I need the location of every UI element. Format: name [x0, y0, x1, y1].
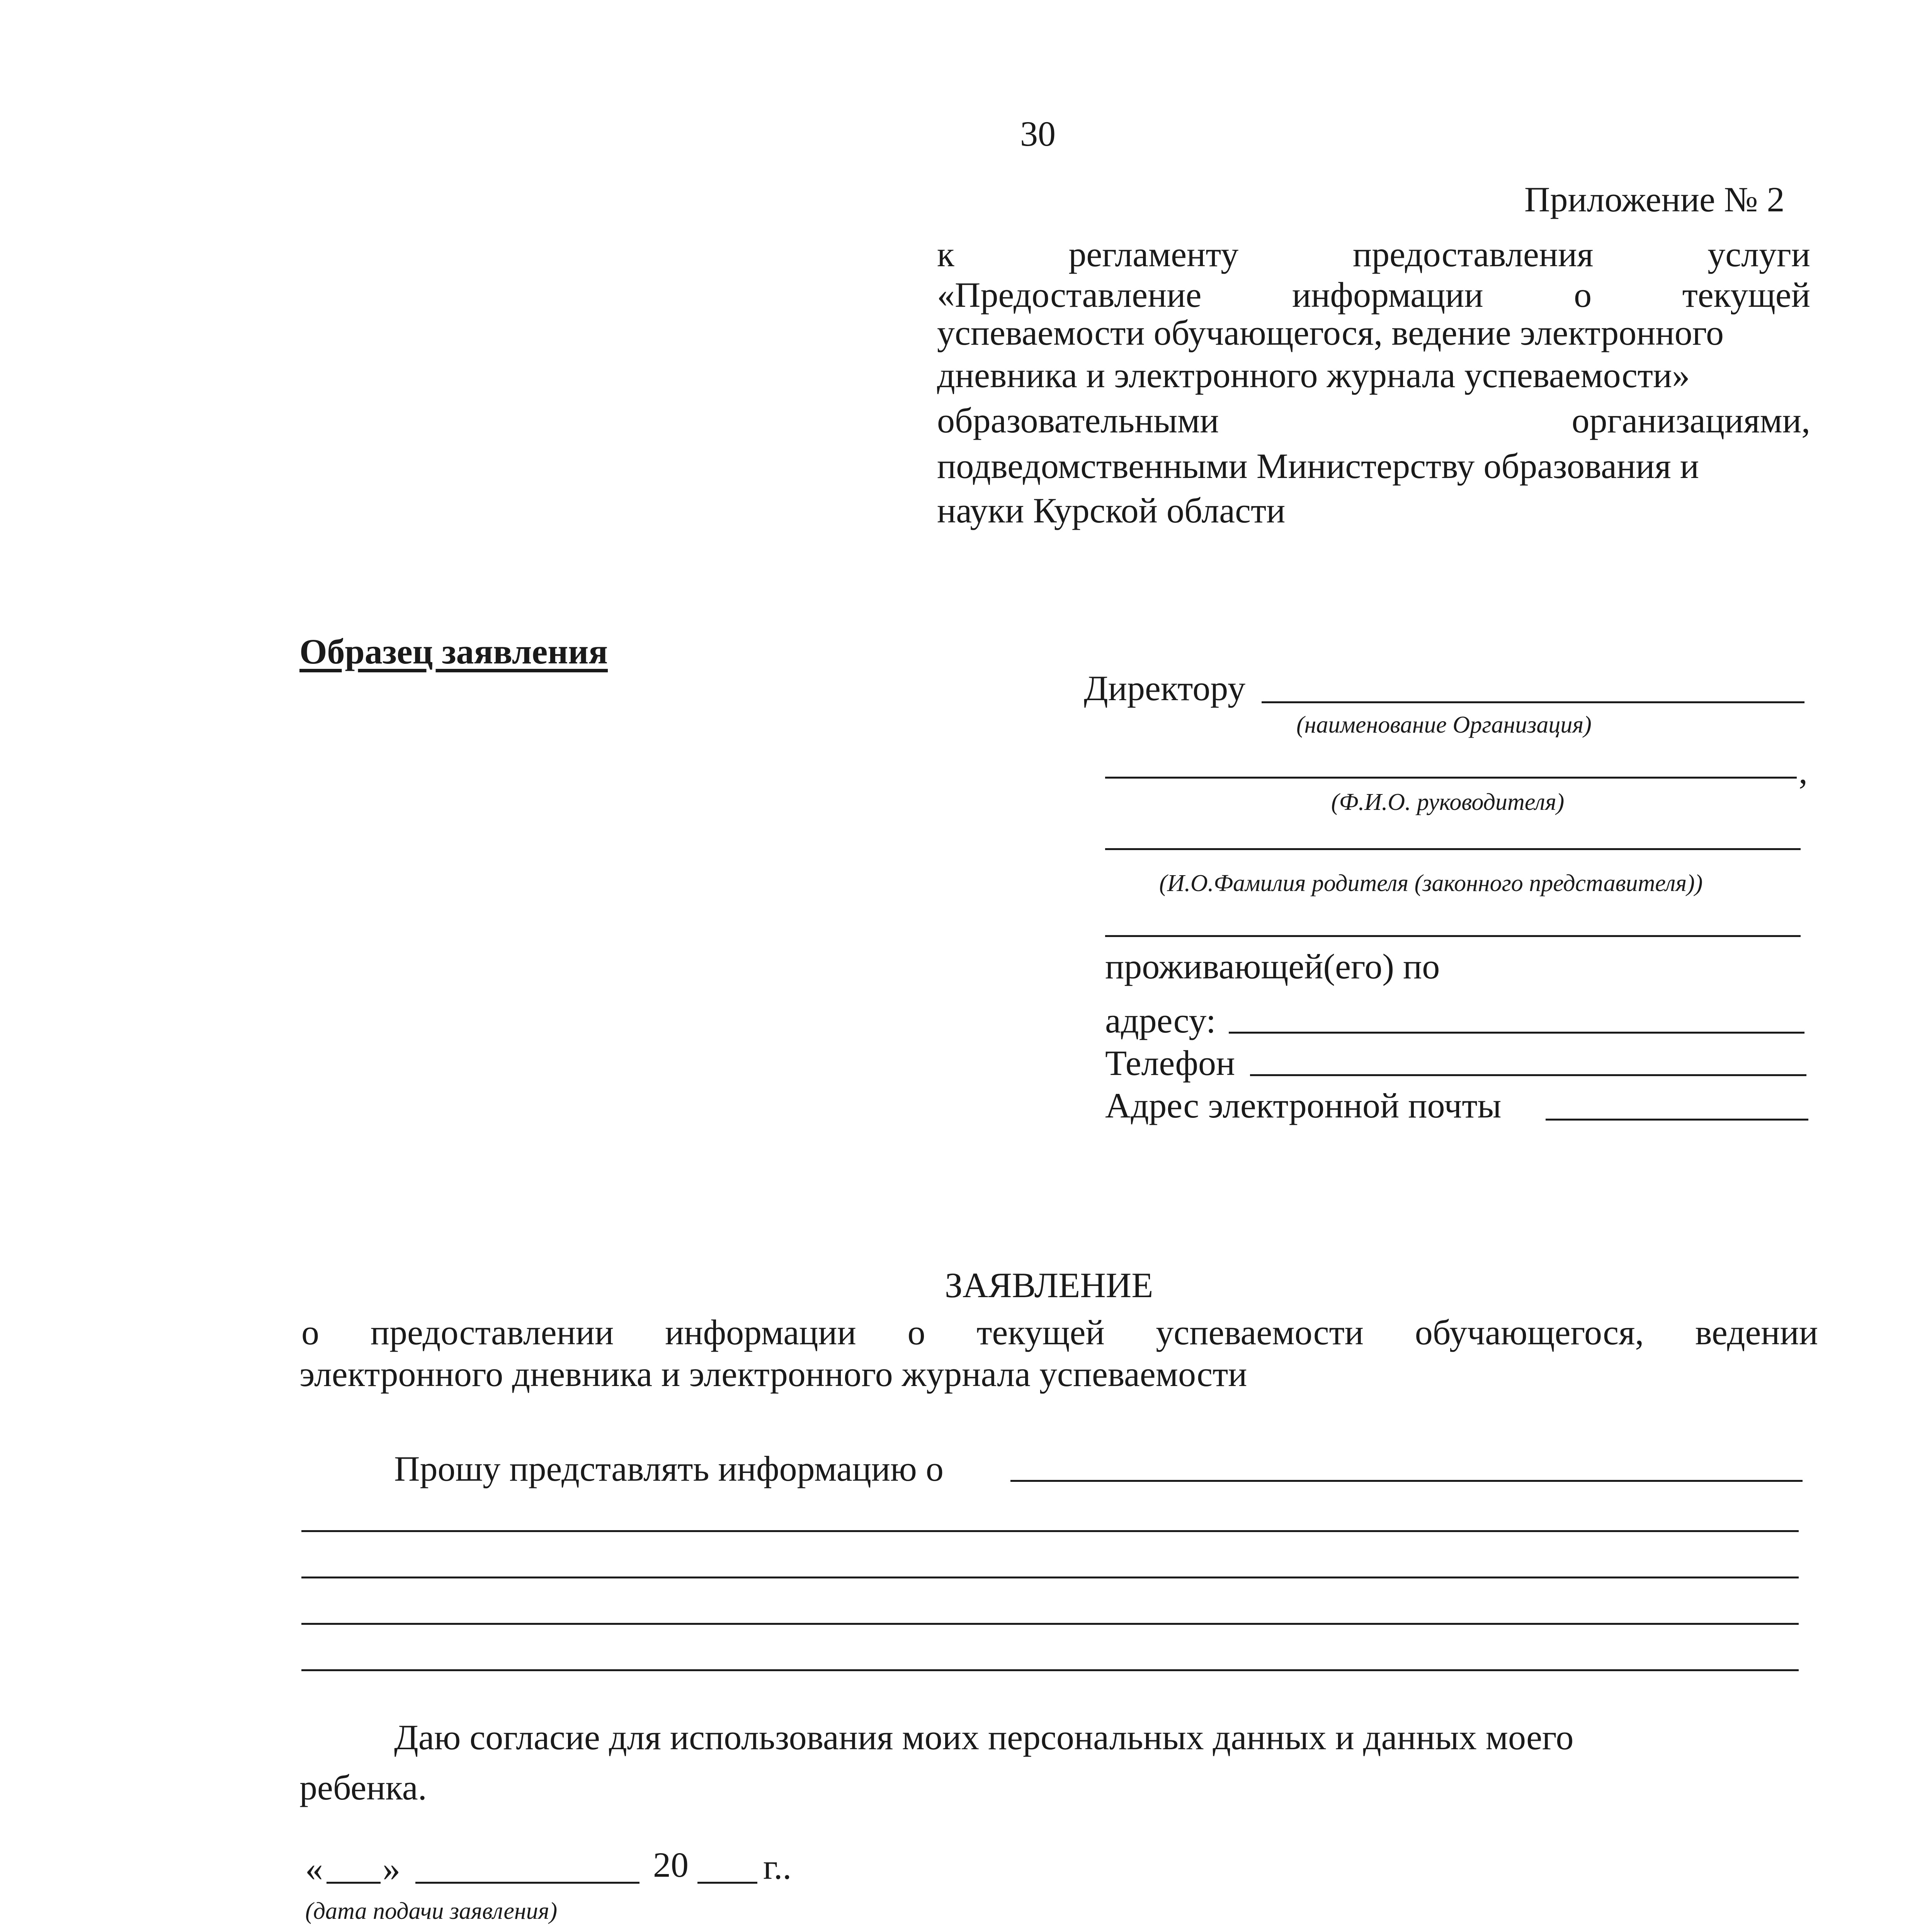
appendix-line-5: образовательными организациями,	[937, 401, 1810, 440]
appendix-line-2: «Предоставление информации о текущей	[937, 275, 1810, 315]
appendix-line-3: успеваемости обучающегося, ведение электронного	[937, 313, 1724, 352]
page-number: 30	[1020, 114, 1056, 153]
appendix-line-1: к регламенту предоставления услуги	[937, 235, 1810, 274]
phone-label: Телефон	[1105, 1043, 1235, 1083]
date-year-field[interactable]	[697, 1882, 757, 1884]
comma: ,	[1799, 752, 1808, 791]
phone-field[interactable]	[1250, 1074, 1806, 1076]
consent-line-1: Даю согласие для использования моих персональных данных и данных моего	[394, 1718, 1574, 1757]
request-field-4[interactable]	[301, 1623, 1799, 1625]
date-close-quote: »	[383, 1849, 400, 1888]
parent-name-caption: (И.О.Фамилия родителя (законного представителя))	[1159, 870, 1703, 896]
residing-label: проживающей(его) по	[1105, 947, 1440, 986]
sample-heading: Образец заявления	[299, 632, 608, 671]
organization-caption: (наименование Организация)	[1296, 712, 1592, 738]
date-year-prefix: 20	[653, 1845, 689, 1884]
statement-title: ЗАЯВЛЕНИЕ	[945, 1265, 1153, 1305]
email-label: Адрес электронной почты	[1105, 1086, 1502, 1125]
consent-line-2: ребенка.	[299, 1768, 427, 1807]
address-field[interactable]	[1229, 1032, 1804, 1034]
appendix-line-7: науки Курской области	[937, 491, 1286, 530]
date-day-field[interactable]	[327, 1882, 381, 1884]
request-field-2[interactable]	[301, 1530, 1799, 1532]
appendix-line-6: подведомственными Министерству образования и	[937, 446, 1699, 486]
appendix-line-4: дневника и электронного журнала успеваемости»	[937, 355, 1690, 395]
director-label: Директору	[1084, 668, 1246, 708]
request-field-1[interactable]	[1010, 1480, 1803, 1482]
date-month-field[interactable]	[415, 1882, 639, 1884]
appendix-title: Приложение № 2	[1524, 180, 1785, 219]
head-name-field[interactable]	[1105, 777, 1797, 779]
statement-subtitle-line-2: электронного дневника и электронного журнала успеваемости	[299, 1354, 1247, 1394]
email-field[interactable]	[1546, 1119, 1808, 1121]
request-field-3[interactable]	[301, 1577, 1799, 1578]
date-open-quote: «	[305, 1849, 323, 1888]
organization-field[interactable]	[1262, 701, 1804, 703]
date-year-suffix: г..	[763, 1847, 792, 1886]
date-caption: (дата подачи заявления)	[305, 1898, 558, 1924]
statement-subtitle-line-1: о предоставлении информации о текущей успеваемости обучающегося, ведении	[301, 1313, 1818, 1352]
head-name-caption: (Ф.И.О. руководителя)	[1331, 789, 1565, 815]
request-field-5[interactable]	[301, 1669, 1799, 1671]
address-label: адресу:	[1105, 1001, 1216, 1040]
parent-name-field[interactable]	[1105, 848, 1801, 850]
parent-name-field-2[interactable]	[1105, 935, 1801, 937]
request-text: Прошу представлять информацию о	[394, 1449, 944, 1488]
